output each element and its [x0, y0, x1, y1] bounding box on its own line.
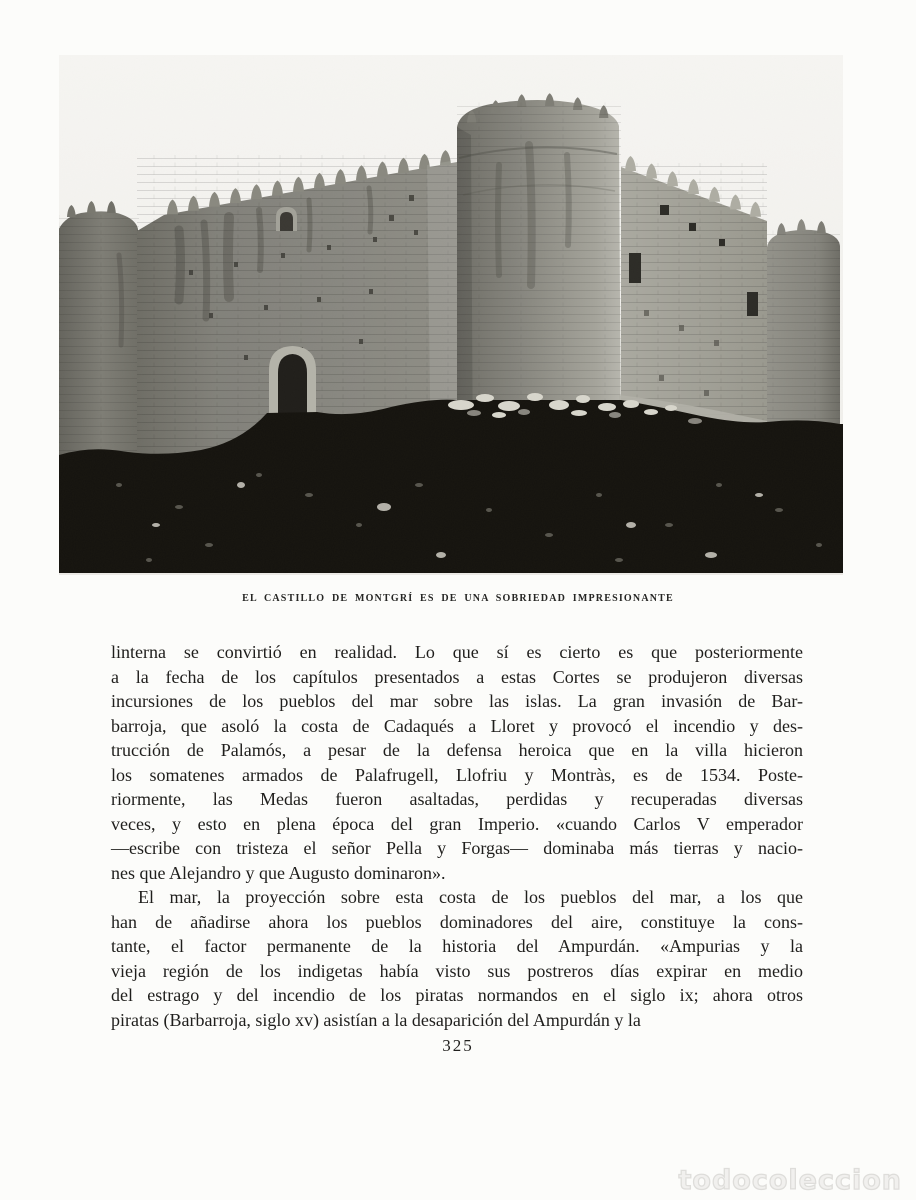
text-line: vieja región de los indigetas había visto sus postreros días expirar en medio: [111, 960, 803, 981]
text-line: piratas (Barbarroja, siglo xv) asistían a la desaparición del Ampurdán y la: [111, 1009, 641, 1030]
text-line: incursiones de los pueblos del mar sobre las islas. La gran invasión de Bar-: [111, 691, 803, 711]
paragraph-2: [111, 885, 803, 1032]
text-line: del estrago y del incendio de los piratas normandos en el siglo ix; ahora otros: [111, 985, 803, 1005]
castle-photo-illustration: [59, 55, 843, 575]
watermark-todocoleccion: todocoleccion: [678, 1165, 902, 1196]
text-line: tante, el factor permanente de la historia del Ampurdán. «Ampurias y la: [111, 936, 803, 956]
text-line: El mar, la proyección sobre esta costa de los pueblos del mar, a los que: [138, 887, 803, 907]
text-line: a la fecha de los capítulos presentados a estas Cortes se produjeron diversas: [111, 666, 803, 687]
text-line: —escribe con tristeza el señor Pella y Forgas— dominaba más tierras y nacio-: [111, 838, 803, 858]
text-line: nes que Alejandro y que Augusto dominaron».: [111, 862, 446, 883]
text-line: los somatenes armados de Palafrugell, Llofriu y Montràs, es de 1534. Poste-: [111, 764, 803, 785]
paragraph-1: [111, 640, 803, 885]
castle-photo: [59, 55, 843, 575]
photo-caption: EL CASTILLO DE MONTGRÍ ES DE UNA SOBRIEDAD IMPRESIONANTE: [242, 593, 674, 604]
text-line: barroja, que asoló la costa de Cadaqués a Lloret y provocó el incendio y des-: [111, 715, 803, 736]
text-line: linterna se convirtió en realidad. Lo que sí es cierto es que posteriormente: [111, 642, 803, 662]
text-line: trucción de Palamós, a pesar de la defensa heroica que en la villa hicieron: [111, 740, 803, 760]
page-number: 325: [442, 1036, 474, 1055]
body-text: [111, 640, 803, 1032]
text-line: han de añadirse ahora los pueblos dominadores del aire, constituye la cons-: [111, 911, 803, 932]
text-line: riormente, las Medas fueron asaltadas, perdidas y recuperadas diversas: [111, 789, 803, 809]
text-line: veces, y esto en plena época del gran Imperio. «cuando Carlos V emperador: [111, 813, 803, 834]
